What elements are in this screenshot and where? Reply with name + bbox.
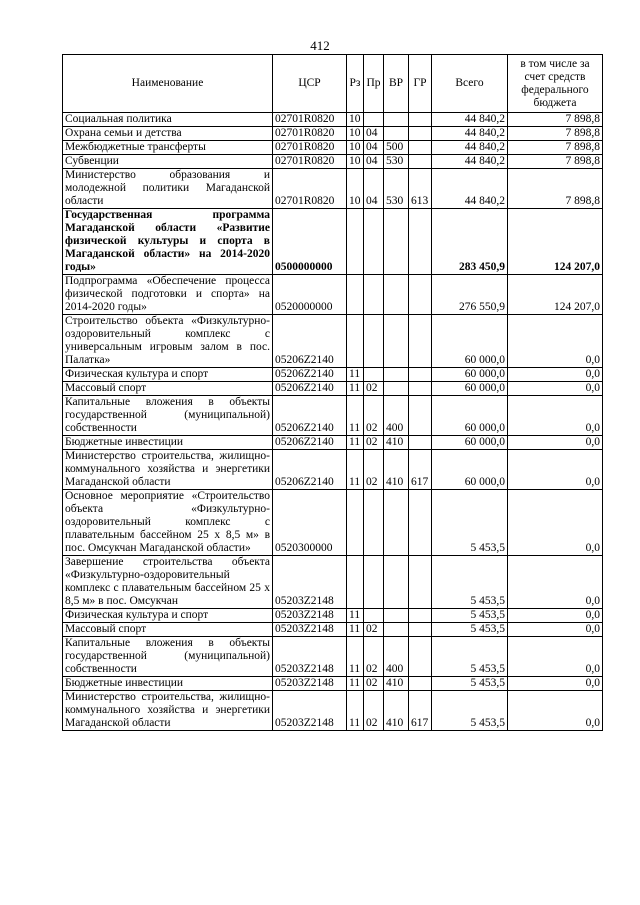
cell-pr: 02 (364, 436, 384, 450)
cell-vr (384, 609, 409, 623)
cell-name: Министерство образования и молодежной политики Магаданской области (63, 169, 273, 209)
table-row (63, 209, 603, 275)
cell-total: 60 000,0 (432, 436, 508, 450)
cell-total: 5 453,5 (432, 691, 508, 731)
cell-rz: 11 (347, 396, 364, 436)
cell-name: Физическая культура и спорт (63, 609, 273, 623)
cell-rz (347, 275, 364, 315)
cell-csr: 05206Z2140 (273, 382, 347, 396)
cell-vr: 530 (384, 169, 409, 209)
cell-federal: 7 898,8 (508, 127, 603, 141)
cell-vr: 410 (384, 691, 409, 731)
cell-total: 283 450,9 (432, 209, 508, 275)
cell-name: Бюджетные инвестиции (63, 436, 273, 450)
cell-pr (364, 275, 384, 315)
cell-name: Основное мероприятие «Строительство объекта «Физкультурно-оздоровительный комплекс с плавательным бассейном 25 х 8,5 м» в пос. Омсукчан Магаданской области» (63, 490, 273, 556)
cell-vr (384, 275, 409, 315)
cell-pr (364, 209, 384, 275)
cell-csr: 02701R0820 (273, 169, 347, 209)
cell-federal: 0,0 (508, 315, 603, 368)
cell-gr (409, 436, 432, 450)
cell-pr: 02 (364, 623, 384, 637)
cell-csr: 02701R0820 (273, 155, 347, 169)
cell-total: 60 000,0 (432, 396, 508, 436)
cell-csr: 02701R0820 (273, 113, 347, 127)
cell-federal: 0,0 (508, 691, 603, 731)
table-row (63, 155, 603, 169)
table-row (63, 113, 603, 127)
cell-gr (409, 368, 432, 382)
cell-rz: 10 (347, 155, 364, 169)
cell-federal: 0,0 (508, 450, 603, 490)
cell-name: Социальная политика (63, 113, 273, 127)
cell-pr (364, 556, 384, 609)
cell-vr (384, 127, 409, 141)
cell-csr: 0520000000 (273, 275, 347, 315)
cell-csr: 05206Z2140 (273, 450, 347, 490)
cell-name: Капитальные вложения в объекты государственной (муниципальной) собственности (63, 637, 273, 677)
cell-csr: 05203Z2148 (273, 691, 347, 731)
cell-gr (409, 609, 432, 623)
cell-rz: 11 (347, 436, 364, 450)
header-vr: ВР (384, 55, 409, 113)
table-row (63, 396, 603, 436)
cell-csr: 05203Z2148 (273, 556, 347, 609)
table-row (63, 623, 603, 637)
cell-name: Подпрограмма «Обеспечение процесса физической подготовки и спорта» на 2014-2020 годы» (63, 275, 273, 315)
cell-csr: 02701R0820 (273, 127, 347, 141)
cell-name: Министерство строительства, жилищно-коммунального хозяйства и энергетики Магаданской области (63, 450, 273, 490)
cell-vr (384, 113, 409, 127)
cell-federal: 0,0 (508, 436, 603, 450)
cell-rz: 10 (347, 127, 364, 141)
table-row (63, 368, 603, 382)
table-row (63, 609, 603, 623)
cell-gr: 613 (409, 169, 432, 209)
cell-vr: 400 (384, 637, 409, 677)
header-gr: ГР (409, 55, 432, 113)
cell-csr: 02701R0820 (273, 141, 347, 155)
cell-vr (384, 623, 409, 637)
cell-pr (364, 315, 384, 368)
cell-pr: 04 (364, 141, 384, 155)
cell-csr: 05203Z2148 (273, 677, 347, 691)
cell-pr: 04 (364, 169, 384, 209)
page-number: 412 (310, 38, 330, 53)
cell-vr: 400 (384, 396, 409, 436)
cell-pr (364, 368, 384, 382)
cell-csr: 05206Z2140 (273, 396, 347, 436)
cell-pr: 04 (364, 127, 384, 141)
header-federal: в том числе за счет средств федерального бюджета (508, 55, 603, 113)
table-row (63, 450, 603, 490)
table-row (63, 141, 603, 155)
header-name: Наименование (63, 55, 273, 113)
cell-gr (409, 113, 432, 127)
table-header-row (63, 55, 603, 113)
cell-total: 276 550,9 (432, 275, 508, 315)
cell-total: 44 840,2 (432, 127, 508, 141)
cell-total: 60 000,0 (432, 368, 508, 382)
cell-gr (409, 490, 432, 556)
cell-rz: 11 (347, 368, 364, 382)
cell-name: Массовый спорт (63, 623, 273, 637)
cell-gr (409, 315, 432, 368)
cell-rz: 11 (347, 637, 364, 677)
cell-gr (409, 275, 432, 315)
cell-gr (409, 396, 432, 436)
header-total: Всего (432, 55, 508, 113)
cell-csr: 05206Z2140 (273, 368, 347, 382)
cell-pr: 02 (364, 382, 384, 396)
cell-name: Субвенции (63, 155, 273, 169)
cell-pr: 04 (364, 155, 384, 169)
cell-pr (364, 113, 384, 127)
cell-total: 5 453,5 (432, 637, 508, 677)
cell-rz: 11 (347, 450, 364, 490)
cell-vr: 410 (384, 436, 409, 450)
cell-rz: 11 (347, 677, 364, 691)
cell-total: 5 453,5 (432, 677, 508, 691)
cell-federal: 7 898,8 (508, 155, 603, 169)
cell-total: 60 000,0 (432, 315, 508, 368)
header-pr: Пр (364, 55, 384, 113)
cell-federal: 0,0 (508, 609, 603, 623)
cell-total: 60 000,0 (432, 450, 508, 490)
table-row (63, 127, 603, 141)
table-row (63, 677, 603, 691)
cell-total: 60 000,0 (432, 382, 508, 396)
cell-pr (364, 609, 384, 623)
cell-gr (409, 677, 432, 691)
cell-federal: 0,0 (508, 368, 603, 382)
cell-csr: 05203Z2148 (273, 623, 347, 637)
cell-name: Министерство строительства, жилищно-коммунального хозяйства и энергетики Магаданской области (63, 691, 273, 731)
cell-rz (347, 490, 364, 556)
cell-vr: 410 (384, 450, 409, 490)
cell-rz (347, 315, 364, 368)
cell-total: 5 453,5 (432, 490, 508, 556)
cell-vr: 530 (384, 155, 409, 169)
cell-vr: 500 (384, 141, 409, 155)
table-row (63, 436, 603, 450)
cell-total: 44 840,2 (432, 155, 508, 169)
cell-rz (347, 209, 364, 275)
cell-name: Завершение строительства объекта «Физкультурно-оздоровительный комплекс с плавательным бассейном 25 х 8,5 м» в пос. Омсукчан (63, 556, 273, 609)
cell-pr: 02 (364, 677, 384, 691)
cell-name: Государственная программа Магаданской области «Развитие физической культуры и спорта в Магаданской области» на 2014-2020 годы» (63, 209, 273, 275)
cell-rz (347, 556, 364, 609)
cell-federal: 0,0 (508, 490, 603, 556)
budget-table (62, 54, 603, 731)
header-csr: ЦСР (273, 55, 347, 113)
cell-vr (384, 368, 409, 382)
cell-csr: 05203Z2148 (273, 609, 347, 623)
cell-name: Бюджетные инвестиции (63, 677, 273, 691)
cell-gr (409, 141, 432, 155)
cell-federal: 124 207,0 (508, 209, 603, 275)
cell-gr: 617 (409, 450, 432, 490)
cell-csr: 0520300000 (273, 490, 347, 556)
table-row (63, 691, 603, 731)
cell-name: Строительство объекта «Физкультурно-оздоровительный комплекс с универсальным игровым залом в пос. Палатка» (63, 315, 273, 368)
cell-vr: 410 (384, 677, 409, 691)
cell-gr (409, 127, 432, 141)
cell-federal: 7 898,8 (508, 113, 603, 127)
header-rz: Рз (347, 55, 364, 113)
table-row (63, 169, 603, 209)
table-body (63, 113, 603, 731)
cell-federal: 0,0 (508, 677, 603, 691)
cell-name: Межбюджетные трансферты (63, 141, 273, 155)
cell-pr (364, 490, 384, 556)
cell-gr (409, 623, 432, 637)
cell-vr (384, 209, 409, 275)
cell-vr (384, 556, 409, 609)
cell-vr (384, 490, 409, 556)
cell-gr (409, 155, 432, 169)
cell-federal: 0,0 (508, 623, 603, 637)
cell-federal: 0,0 (508, 637, 603, 677)
cell-vr (384, 315, 409, 368)
cell-federal: 0,0 (508, 396, 603, 436)
cell-total: 5 453,5 (432, 623, 508, 637)
cell-rz: 10 (347, 113, 364, 127)
cell-total: 44 840,2 (432, 169, 508, 209)
table-row (63, 275, 603, 315)
table-row (63, 637, 603, 677)
cell-gr (409, 209, 432, 275)
cell-gr (409, 556, 432, 609)
cell-rz: 11 (347, 623, 364, 637)
cell-csr: 05203Z2148 (273, 637, 347, 677)
cell-name: Физическая культура и спорт (63, 368, 273, 382)
cell-vr (384, 382, 409, 396)
cell-rz: 11 (347, 609, 364, 623)
table-row (63, 315, 603, 368)
cell-federal: 0,0 (508, 556, 603, 609)
cell-pr: 02 (364, 691, 384, 731)
cell-gr: 617 (409, 691, 432, 731)
cell-total: 44 840,2 (432, 141, 508, 155)
cell-total: 44 840,2 (432, 113, 508, 127)
cell-name: Капитальные вложения в объекты государственной (муниципальной) собственности (63, 396, 273, 436)
cell-total: 5 453,5 (432, 556, 508, 609)
cell-total: 5 453,5 (432, 609, 508, 623)
cell-pr: 02 (364, 637, 384, 677)
table-row (63, 490, 603, 556)
cell-rz: 10 (347, 169, 364, 209)
cell-csr: 0500000000 (273, 209, 347, 275)
cell-rz: 11 (347, 691, 364, 731)
cell-federal: 124 207,0 (508, 275, 603, 315)
table-row (63, 382, 603, 396)
cell-name: Охрана семьи и детства (63, 127, 273, 141)
cell-name: Массовый спорт (63, 382, 273, 396)
table-row (63, 556, 603, 609)
cell-pr: 02 (364, 396, 384, 436)
cell-rz: 10 (347, 141, 364, 155)
cell-gr (409, 637, 432, 677)
cell-gr (409, 382, 432, 396)
cell-federal: 0,0 (508, 382, 603, 396)
cell-rz: 11 (347, 382, 364, 396)
cell-csr: 05206Z2140 (273, 315, 347, 368)
cell-federal: 7 898,8 (508, 169, 603, 209)
cell-federal: 7 898,8 (508, 141, 603, 155)
cell-csr: 05206Z2140 (273, 436, 347, 450)
cell-pr: 02 (364, 450, 384, 490)
